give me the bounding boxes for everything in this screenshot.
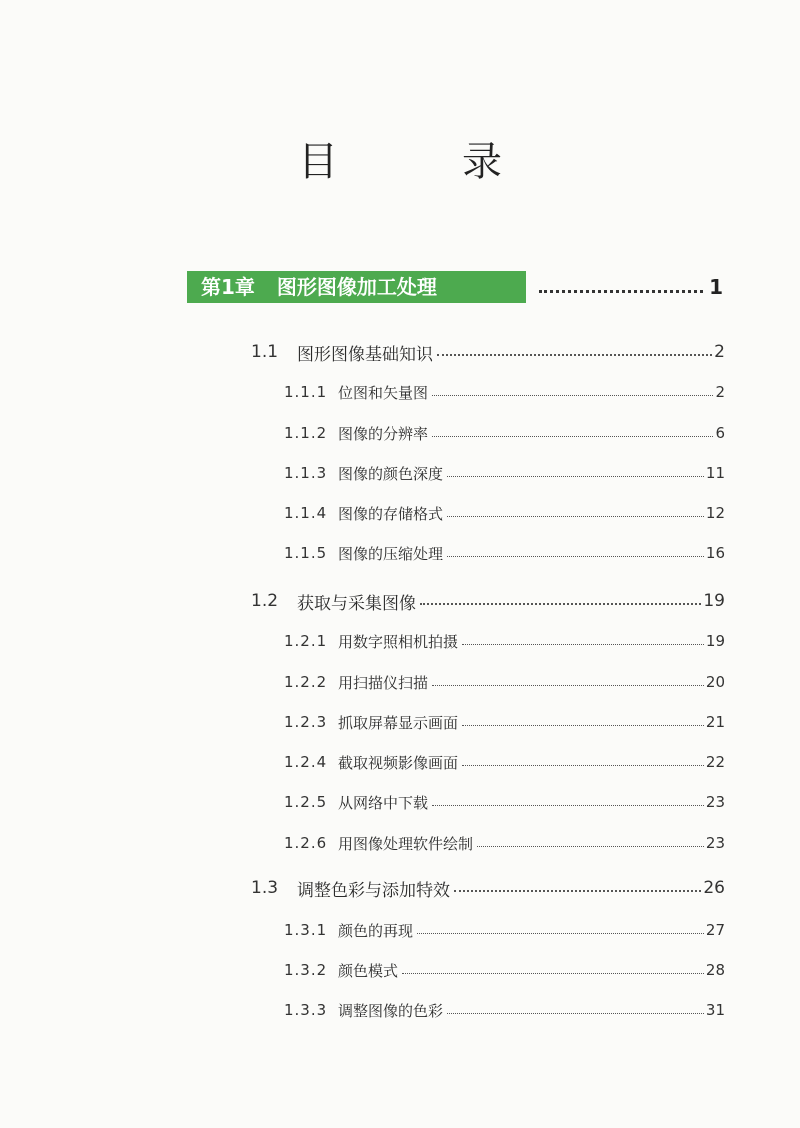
chapter-page-number: 1 — [709, 275, 723, 299]
dot-leader — [432, 805, 704, 806]
entry-number: 1.3 — [251, 878, 279, 898]
entry-page-number: 22 — [705, 753, 725, 771]
entry-number: 1.1.2 — [284, 424, 328, 442]
toc-subsection — [284, 670, 725, 694]
dot-leader — [477, 846, 704, 847]
entry-page-number: 16 — [705, 544, 725, 562]
toc-subsection — [284, 421, 725, 445]
entry-title: 图像的压缩处理 — [338, 544, 444, 563]
entry-title: 用数字照相机拍摄 — [338, 632, 459, 651]
entry-title: 用图像处理软件绘制 — [338, 834, 474, 853]
entry-number: 1.1.1 — [284, 383, 328, 401]
entry-page-number: 11 — [705, 464, 725, 482]
entry-title: 图像的存储格式 — [338, 504, 444, 523]
entry-title: 图像的分辨率 — [338, 424, 429, 443]
entry-number: 1.2.4 — [284, 753, 328, 771]
chapter-number: 第1章 — [201, 275, 255, 299]
entry-number: 1.1.3 — [284, 464, 328, 482]
dot-leader — [432, 395, 713, 396]
dot-leader — [417, 933, 704, 934]
toc-subsection — [284, 710, 725, 734]
entry-title: 截取视频影像画面 — [338, 753, 459, 772]
toc-subsection — [284, 958, 725, 982]
entry-page-number: 19 — [705, 632, 725, 650]
entry-title: 图形图像基础知识 — [297, 344, 433, 365]
entry-page-number: 23 — [705, 834, 725, 852]
entry-number: 1.3.3 — [284, 1001, 328, 1019]
entry-title: 用扫描仪扫描 — [338, 673, 429, 692]
entry-number: 1.2.5 — [284, 793, 328, 811]
dot-leader — [539, 290, 703, 293]
dot-leader — [447, 556, 704, 557]
dot-leader — [437, 354, 712, 356]
dot-leader — [447, 476, 704, 477]
entry-number: 1.2 — [251, 591, 279, 611]
dot-leader — [447, 1013, 704, 1014]
entry-title: 调整图像的色彩 — [338, 1001, 444, 1020]
entry-title: 抓取屏幕显示画面 — [338, 713, 459, 732]
dot-leader — [402, 973, 704, 974]
toc-subsection — [284, 501, 725, 525]
toc-subsection — [284, 750, 725, 774]
entry-number: 1.2.1 — [284, 632, 328, 650]
dot-leader — [420, 603, 701, 605]
entry-page-number: 12 — [705, 504, 725, 522]
toc-section — [251, 589, 725, 613]
entry-number: 1.1.5 — [284, 544, 328, 562]
toc-section — [251, 340, 725, 364]
toc-subsection — [284, 790, 725, 814]
entry-title: 颜色模式 — [338, 961, 399, 980]
dot-leader — [447, 516, 704, 517]
entry-number: 1.2.2 — [284, 673, 328, 691]
entry-page-number: 31 — [705, 1001, 725, 1019]
entry-page-number: 23 — [705, 793, 725, 811]
dot-leader — [454, 890, 701, 892]
chapter-banner — [187, 271, 526, 303]
toc-subsection — [284, 831, 725, 855]
dot-leader — [432, 436, 713, 437]
entry-page-number: 27 — [705, 921, 725, 939]
entry-title: 颜色的再现 — [338, 921, 414, 940]
entry-page-number: 28 — [705, 961, 725, 979]
dot-leader — [462, 765, 704, 766]
entry-title: 图像的颜色深度 — [338, 464, 444, 483]
toc-subsection — [284, 629, 725, 653]
entry-number: 1.2.3 — [284, 713, 328, 731]
entry-number: 1.3.1 — [284, 921, 328, 939]
entry-title: 调整色彩与添加特效 — [297, 880, 450, 901]
entry-number: 1.1.4 — [284, 504, 328, 522]
toc-subsection — [284, 541, 725, 565]
entry-page-number: 2 — [714, 342, 725, 362]
entry-page-number: 19 — [703, 591, 725, 611]
dot-leader — [432, 685, 704, 686]
entry-page-number: 2 — [715, 383, 725, 401]
chapter-heading — [187, 271, 723, 303]
page-title: 目 录 — [298, 139, 544, 185]
entry-page-number: 21 — [705, 713, 725, 731]
entry-page-number: 26 — [703, 878, 725, 898]
entry-title: 位图和矢量图 — [338, 383, 429, 402]
toc-subsection — [284, 461, 725, 485]
toc-subsection — [284, 998, 725, 1022]
toc-subsection — [284, 380, 725, 404]
dot-leader — [462, 644, 704, 645]
entry-number: 1.2.6 — [284, 834, 328, 852]
chapter-title: 图形图像加工处理 — [276, 275, 437, 299]
dot-leader — [462, 725, 704, 726]
toc-section — [251, 876, 725, 900]
entry-title: 从网络中下载 — [338, 793, 429, 812]
entry-page-number: 20 — [705, 673, 725, 691]
toc-subsection — [284, 918, 725, 942]
entry-title: 获取与采集图像 — [297, 593, 416, 614]
entry-number: 1.1 — [251, 342, 279, 362]
entry-number: 1.3.2 — [284, 961, 328, 979]
entry-page-number: 6 — [715, 424, 725, 442]
